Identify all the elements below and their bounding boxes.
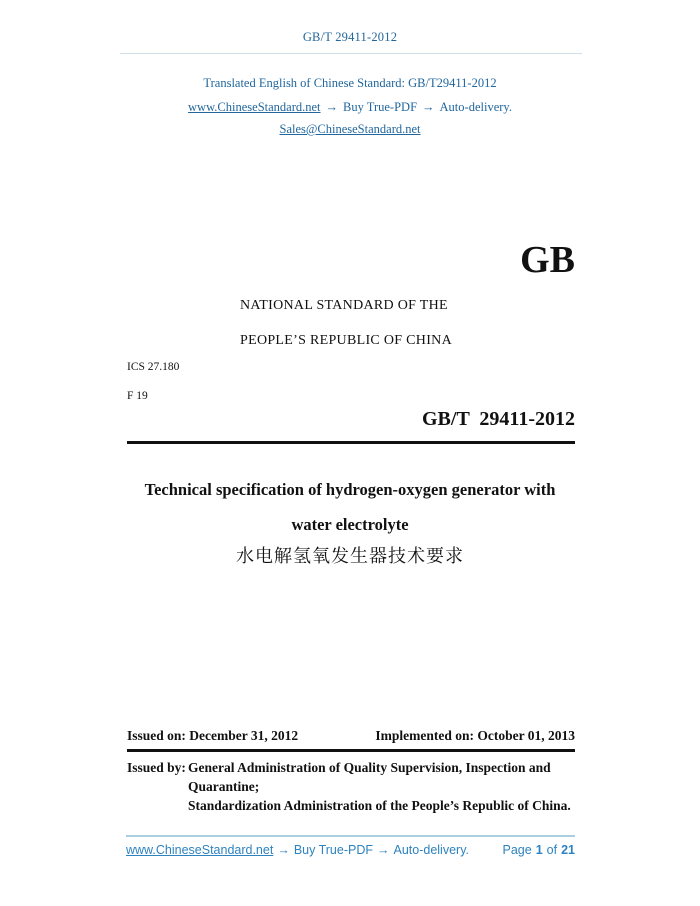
title-english-line1: Technical specification of hydrogen-oxygen generator with [144, 480, 556, 499]
issuance-dates-row [127, 728, 575, 744]
gb-logo: GB [520, 239, 575, 281]
website-link[interactable]: www.ChineseStandard.net [188, 100, 321, 114]
page-of-label: of [546, 843, 558, 857]
ics-code: ICS 27.180 [127, 361, 180, 373]
issuer-line: Quarantine; [188, 779, 260, 794]
arrow-icon: → [325, 100, 339, 114]
footer-buy-true-pdf-label: Buy True-PDF [293, 843, 373, 857]
auto-delivery-label: Auto-delivery. [439, 100, 512, 114]
header-divider [120, 53, 582, 54]
footer-divider [126, 835, 575, 837]
implemented-on-date: Implemented on: October 01, 2013 [375, 728, 575, 743]
issuer-lines [188, 758, 583, 815]
sales-email-line [0, 122, 700, 137]
footer-website-link[interactable]: www.ChineseStandard.net [126, 843, 274, 857]
title-english-line2: water electrolyte [291, 515, 409, 534]
page-indicator [503, 843, 576, 857]
issuance-divider [127, 749, 575, 752]
issued-by-block [127, 758, 583, 815]
footer-row [126, 843, 575, 857]
classification-code: F 19 [127, 390, 148, 402]
standard-number: GB/T 29411-2012 [422, 408, 575, 430]
title-chinese: 水电解氢氧发生器技术要求 [236, 546, 464, 566]
page-current: 1 [535, 843, 543, 857]
footer-auto-delivery-label: Auto-delivery. [393, 843, 469, 857]
arrow-icon: → [277, 843, 290, 857]
page-total: 21 [561, 843, 575, 857]
issuer-line: Standardization Administration of the People’s Republic of China. [188, 798, 571, 813]
arrow-icon: → [377, 843, 390, 857]
header-buy-line [0, 100, 700, 115]
issued-on-date: Issued on: December 31, 2012 [127, 728, 299, 743]
issuer-line: General Administration of Quality Supervision, Inspection and [188, 760, 551, 775]
standard-number-divider [127, 441, 575, 444]
header-doc-code: GB/T 29411-2012 [302, 30, 398, 44]
footer-buy-line [126, 843, 469, 857]
issued-by-label: Issued by: [127, 760, 186, 775]
translated-line: Translated English of Chinese Standard: GB/T29411-2012 [203, 76, 497, 90]
national-standard-line2: PEOPLE’S REPUBLIC OF CHINA [240, 333, 452, 348]
sales-email-link[interactable]: Sales@ChineseStandard.net [279, 122, 421, 136]
buy-true-pdf-label: Buy True-PDF [343, 100, 418, 114]
page-label: Page [502, 843, 532, 857]
national-standard-line1: NATIONAL STANDARD OF THE [240, 298, 448, 313]
arrow-icon: → [422, 100, 435, 114]
